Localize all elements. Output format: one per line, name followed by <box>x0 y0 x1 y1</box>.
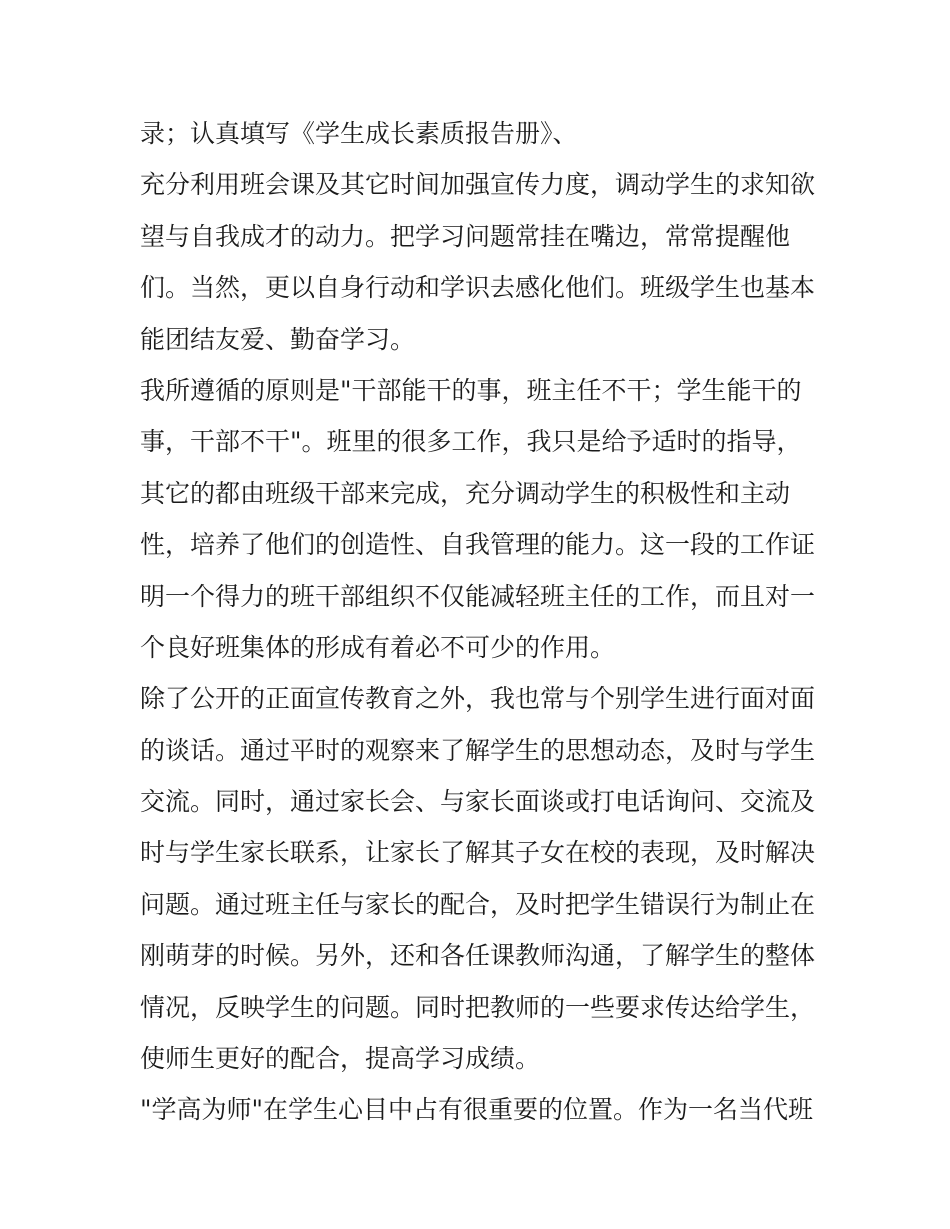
text-line: 问题。通过班主任与家长的配合，及时把学生错误行为制止在 <box>140 889 816 919</box>
text-line: 个良好班集体的形成有着必不可少的作用。 <box>140 632 616 662</box>
text-line: 充分利用班会课及其它时间加强宣传力度，调动学生的求知欲 <box>140 170 816 200</box>
text-line: 其它的都由班级干部来完成，充分调动学生的积极性和主动 <box>140 478 791 508</box>
text-line: 事，干部不干"。班里的很多工作，我只是给予适时的指导， <box>140 427 802 457</box>
text-line: 能团结友爱、勤奋学习。 <box>140 324 416 354</box>
text-line: 性，培养了他们的创造性、自我管理的能力。这一段的工作证 <box>140 530 816 560</box>
text-line: 刚萌芽的时候。另外，还和各任课教师沟通，了解学生的整体 <box>140 941 816 971</box>
text-line: 时与学生家长联系，让家长了解其子女在校的表现，及时解决 <box>140 838 816 868</box>
text-line: 录；认真填写《学生成长素质报告册》、 <box>140 119 578 148</box>
text-line: 的谈话。通过平时的观察来了解学生的思想动态，及时与学生 <box>140 735 816 765</box>
text-line: 我所遵循的原则是"干部能干的事，班主任不干；学生能干的 <box>140 375 802 405</box>
body-text <box>140 108 820 1136</box>
text-line: 使师生更好的配合，提高学习成绩。 <box>140 1044 541 1074</box>
text-line: 情况，反映学生的问题。同时把教师的一些要求传达给学生， <box>140 992 816 1022</box>
text-line: 交流。同时，通过家长会、与家长面谈或打电话询问、交流及 <box>140 787 816 817</box>
text-line: 望与自我成才的动力。把学习问题常挂在嘴边，常常提醒他 <box>140 221 791 251</box>
text-line: 们。当然，更以自身行动和学识去感化他们。班级学生也基本 <box>140 273 816 303</box>
text-line: 除了公开的正面宣传教育之外，我也常与个别学生进行面对面 <box>140 684 816 714</box>
text-line: 明一个得力的班干部组织不仅能减轻班主任的工作，而且对一 <box>140 581 816 611</box>
text-line: "学高为师"在学生心目中占有很重要的位置。作为一名当代班 <box>140 1095 814 1125</box>
